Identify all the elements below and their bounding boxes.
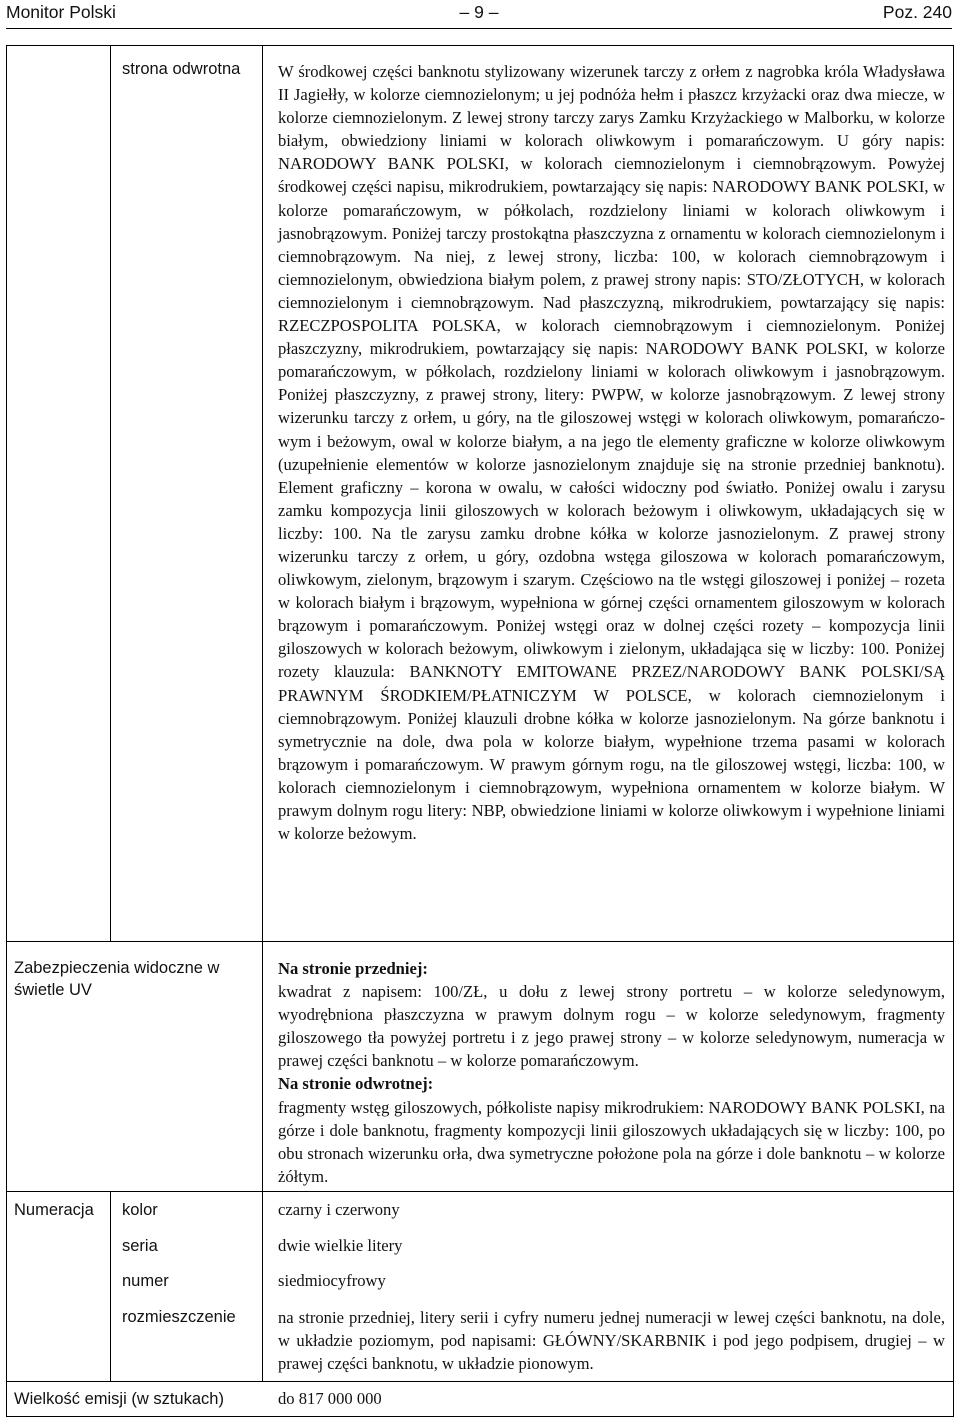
row-divider-issue bbox=[6, 1381, 954, 1382]
position-number: Poz. 240 bbox=[882, 2, 952, 22]
uv-front-heading: Na stronie przedniej: bbox=[278, 959, 428, 978]
numbering-color-value: czarny i czerwony bbox=[278, 1200, 400, 1219]
numbering-placement-value bbox=[278, 1306, 945, 1375]
numbering-series-label: seria bbox=[122, 1237, 158, 1255]
uv-front-text: kwadrat z napisem: 100/ZŁ, u dołu z lewej strony portretu – w kolorze seledynowym, wyodrębniona płaszczyzna w prawym dolnym rogu – w kolorze seledynowym, fragmenty giloszowego tła powyżej portretu i z jego prawej strony – w kolorze seledynowym, numeracja w prawej części banknotu – w kolorze pomarańczowym. bbox=[278, 982, 945, 1071]
numbering-color-label: kolor bbox=[122, 1201, 158, 1219]
numbering-number-value: siedmiocyfrowy bbox=[278, 1271, 386, 1290]
numbering-label: Numeracja bbox=[14, 1201, 94, 1219]
journal-title: Monitor Polski bbox=[6, 2, 116, 22]
numbering-number-label: numer bbox=[122, 1272, 169, 1290]
numbering-placement-label: rozmieszczenie bbox=[122, 1308, 236, 1326]
page-header bbox=[6, 0, 952, 29]
numbering-placement-text: na stronie przedniej, litery serii i cyfry numeru jednej numeracji w lewej części banknotu, na dole, w układzie poziomym, pod napisami: GŁÓWNY/SKARBNIK i pod jego podpisem, drugiej – w prawej części banknotu, w układzie pionowym. bbox=[278, 1308, 945, 1374]
subcolumn-divider-top bbox=[110, 45, 111, 941]
uv-description bbox=[278, 957, 945, 1188]
page-number: – 9 – bbox=[459, 2, 499, 22]
reverse-label: strona odwrotna bbox=[122, 60, 241, 78]
row-divider-numbering bbox=[6, 1191, 954, 1192]
uv-back-text: fragmenty wstęg giloszowych, półkoliste napisy mikrodrukiem: NARODOWY BANK POLSKI, na górze i dole banknotu, fragmenty kompozycji linii giloszowych układających się w liczby: 100, po obu stronach wizerunku orła, dwa symetryczne położone pola na górze i dole banknotu – w kolorze żółtym. bbox=[278, 1097, 945, 1186]
row-divider-uv bbox=[6, 941, 954, 942]
reverse-description bbox=[278, 60, 945, 845]
issue-value: do 817 000 000 bbox=[278, 1389, 382, 1408]
reverse-text: W środkowej części banknotu stylizowany wizerunek tarczy z orłem z nagrobka króla Władysława II Jagiełły, w kolorze ciemnozielonym; u jej podnóża hełm i płaszcz krzyżacki oraz dwa miecze, w kolorze ciemnozielonym. Z lewej strony tarczy zarys Zamku Krzyżackiego w Malborku, w kolorze białym, obwiedziony liniami w kolorach oliwkowym i pomarańczowym. U góry napis: NARODOWY BANK POLSKI, w kolorach ciemnozielonym i ciemnobrązowym. Powyżej środkowej części napisu, mikrodrukiem, powtarzający się napis: NARODOWY BANK POLSKI, w kolorze pomarańczowym, w półkolach, rozdzielony liniami w kolorach oliwkowym i jasnobrązowym. Poniżej tarczy prostokątna płaszczyzna z ornamentu w kolorach ciemnozielonym i ciemnobrązowym. Na niej, z lewej strony, liczba: 100, w kolorach ciemnobrązowym i ciemnozielonym, obwiedziona białym polem, z prawej strony napis: STO/ZŁOTYCH, w kolorach ciemnozielonym i ciemnobrązowym. Nad płaszczyzną, mikrodrukiem, powtarzający się napis: RZECZPOSPOLITA POLSKA, w kolorach ciemnobrązowym i ciemnozielonym. Poniżej płaszczyzny, mikrodrukiem, powtarzający się napis: NARODOWY BANK POLSKI, w kolorze pomarańczowym, w półkolach, rozdzielony liniami w kolorach oliwkowym i jasnobrązowym. Poniżej płaszczyzny, z prawej strony, litery: PWPW, w kolorze jasnobrązowym. Z lewej strony wizerunku tarczy z orłem, u góry, na tle giloszowej wstęgi w kolorach oliwkowym, pomarańczowym i beżowym, owal w kolorze białym, a na jego tle elementy graficzne w kolorze oliwkowym (uzupełnienie elementów w kolorze jasnozielonym znajduje się na stronie przedniej banknotu). Element graficzny – korona w owalu, w całości widoczny pod światło. Poniżej owalu i zarysu zamku kompozycja linii giloszowych w kolorach beżowym i oliwkowym, układających się w liczby: 100. Na tle zarysu zamku drobne kółka w kolorze jasnozielonym. Z prawej strony wizerunku tarczy z orłem, u góry, ozdobna wstęga giloszowa w kolorach pomarańczowym, oliwkowym, zielonym, brązowym i szarym. Częściowo na tle wstęgi giloszowej i poniżej – rozeta w kolorach białym i brązowym, wypełniona w górnej części ornamentem giloszowym w kolorach brązowym i pomarańczowym. Poniżej wstęgi oraz w dolnej części rozety – kompozycja linii giloszowych w kolorach beżowym, oliwkowym i zielonym, układająca się w liczby: 100. Poniżej rozety klauzula: BANKNOTY EMITOWANE PRZEZ/NARODOWY BANK POLSKI/SĄ PRAWNYM ŚRODKIEM/PŁATNICZYM W POLSCE, w kolorach ciemnozielonym i ciemnobrązowym. Poniżej klauzuli drobne kółka w kolorze jasnozielonym. Na górze banknotu i symetrycznie na dole, dwa pola w kolorze białym, wypełnione trzema pasami w kolorach brązowym i pomarańczowym. W prawym górnym rogu, na tle giloszowej wstęgi, liczba: 100, w kolorach ciemnozielonym i ciemnobrązowym, wypełniona ornamentem w kolorze białym. W prawym dolnym rogu litery: NBP, obwiedzione liniami w kolorze oliwkowym i wypełnione liniami w kolorze beżowym. bbox=[278, 62, 945, 844]
uv-back-heading: Na stronie odwrotnej: bbox=[278, 1074, 434, 1094]
column-divider bbox=[262, 45, 263, 1381]
issue-label: Wielkość emisji (w sztukach) bbox=[14, 1390, 224, 1408]
uv-label: Zabezpieczenia widoczne w świetle UV bbox=[14, 959, 220, 999]
subcolumn-divider-numbering bbox=[110, 1191, 111, 1381]
numbering-series-value: dwie wielkie litery bbox=[278, 1236, 403, 1255]
